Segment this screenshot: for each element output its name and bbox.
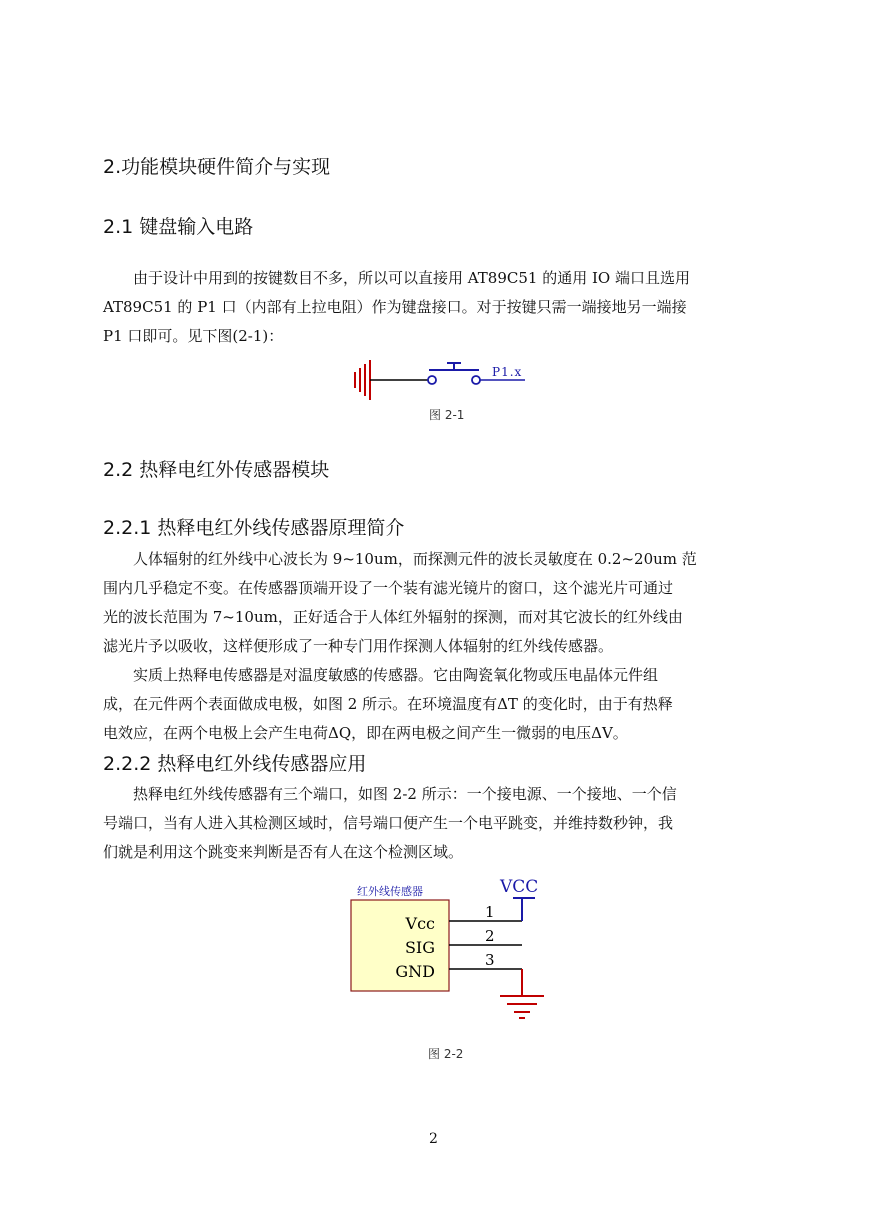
section-2-1-paragraph [103,264,767,351]
paragraph-line: 人体辐射的红外线中心波长为 9~10um，而探测元件的波长灵敏度在 0.2~20um 范 [133,550,697,568]
paragraph-line: 实质上热释电传感器是对温度敏感的传感器。它由陶瓷氧化物或压电晶体元件组 [133,666,659,684]
ground-symbol-icon [500,969,544,1018]
paragraph-line: P1 口即可。见下图(2-1)： [103,327,284,345]
section-2-2-heading: 2.2 热释电红外传感器模块 [103,459,330,481]
pin-number-1: 1 [485,903,495,921]
push-button-icon [429,363,479,370]
paragraph-line: 号端口，当有人进入其检测区域时，信号端口便产生一个电平跳变，并维持数秒钟，我 [103,814,674,832]
vcc-symbol-icon [513,898,535,921]
switch-contact-left [428,376,436,384]
paragraph-line: 光的波长范围为 7~10um，正好适合于人体红外辐射的探测，而对其它波长的红外线由 [103,608,683,626]
figure-2-1-caption: 图 2-1 [429,408,465,422]
pin-number-2: 2 [485,927,495,945]
section-2-2-2-paragraph [103,780,767,867]
section-2-heading: 2.功能模块硬件简介与实现 [103,156,331,178]
component-label: 红外线传感器 [357,885,423,898]
section-2-2-1-heading: 2.2.1 热释电红外线传感器原理简介 [103,517,405,539]
section-2-2-2-heading: 2.2.2 热释电红外线传感器应用 [103,753,367,775]
paragraph-line: AT89C51 的 P1 口（内部有上拉电阻）作为键盘接口。对于按键只需一端接地另一端接 [103,298,687,316]
pin-number-3: 3 [485,951,495,969]
section-2-2-1-paragraph-2 [103,661,767,748]
paragraph-line: 成，在元件两个表面做成电极，如图 2 所示。在环境温度有ΔT 的变化时，由于有热释 [103,695,673,713]
pin-label-p1x: P1.x [492,365,523,379]
section-2-2-1-paragraph-1 [103,545,767,661]
section-2-1-heading: 2.1 键盘输入电路 [103,216,254,238]
switch-contact-right [472,376,480,384]
figure-2-2-sensor-circuit [345,874,560,1024]
paragraph-line: 围内几乎稳定不变。在传感器顶端开设了一个装有滤光镜片的窗口，这个滤光片可通过 [103,579,674,597]
pin-name-vcc: Vcc [405,914,435,933]
paragraph-line: 滤光片予以吸收，这样便形成了一种专门用作探测人体辐射的红外线传感器。 [103,637,614,655]
paragraph-line: 电效应，在两个电极上会产生电荷ΔQ，即在两电极之间产生一微弱的电压ΔV。 [103,724,628,742]
page-number: 2 [429,1131,438,1147]
pin-name-sig: SIG [404,938,435,957]
vcc-label: VCC [500,877,539,897]
figure-2-1-switch-circuit [345,358,535,402]
ground-symbol-icon [355,360,370,400]
pin-name-gnd: GND [395,962,435,981]
paragraph-line: 由于设计中用到的按键数目不多，所以可以直接用 AT89C51 的通用 IO 端口且选用 [133,269,690,287]
paragraph-line: 热释电红外线传感器有三个端口，如图 2-2 所示：一个接电源、一个接地、一个信 [133,785,677,803]
paragraph-line: 们就是利用这个跳变来判断是否有人在这个检测区域。 [103,843,464,861]
figure-2-2-caption: 图 2-2 [428,1047,464,1061]
